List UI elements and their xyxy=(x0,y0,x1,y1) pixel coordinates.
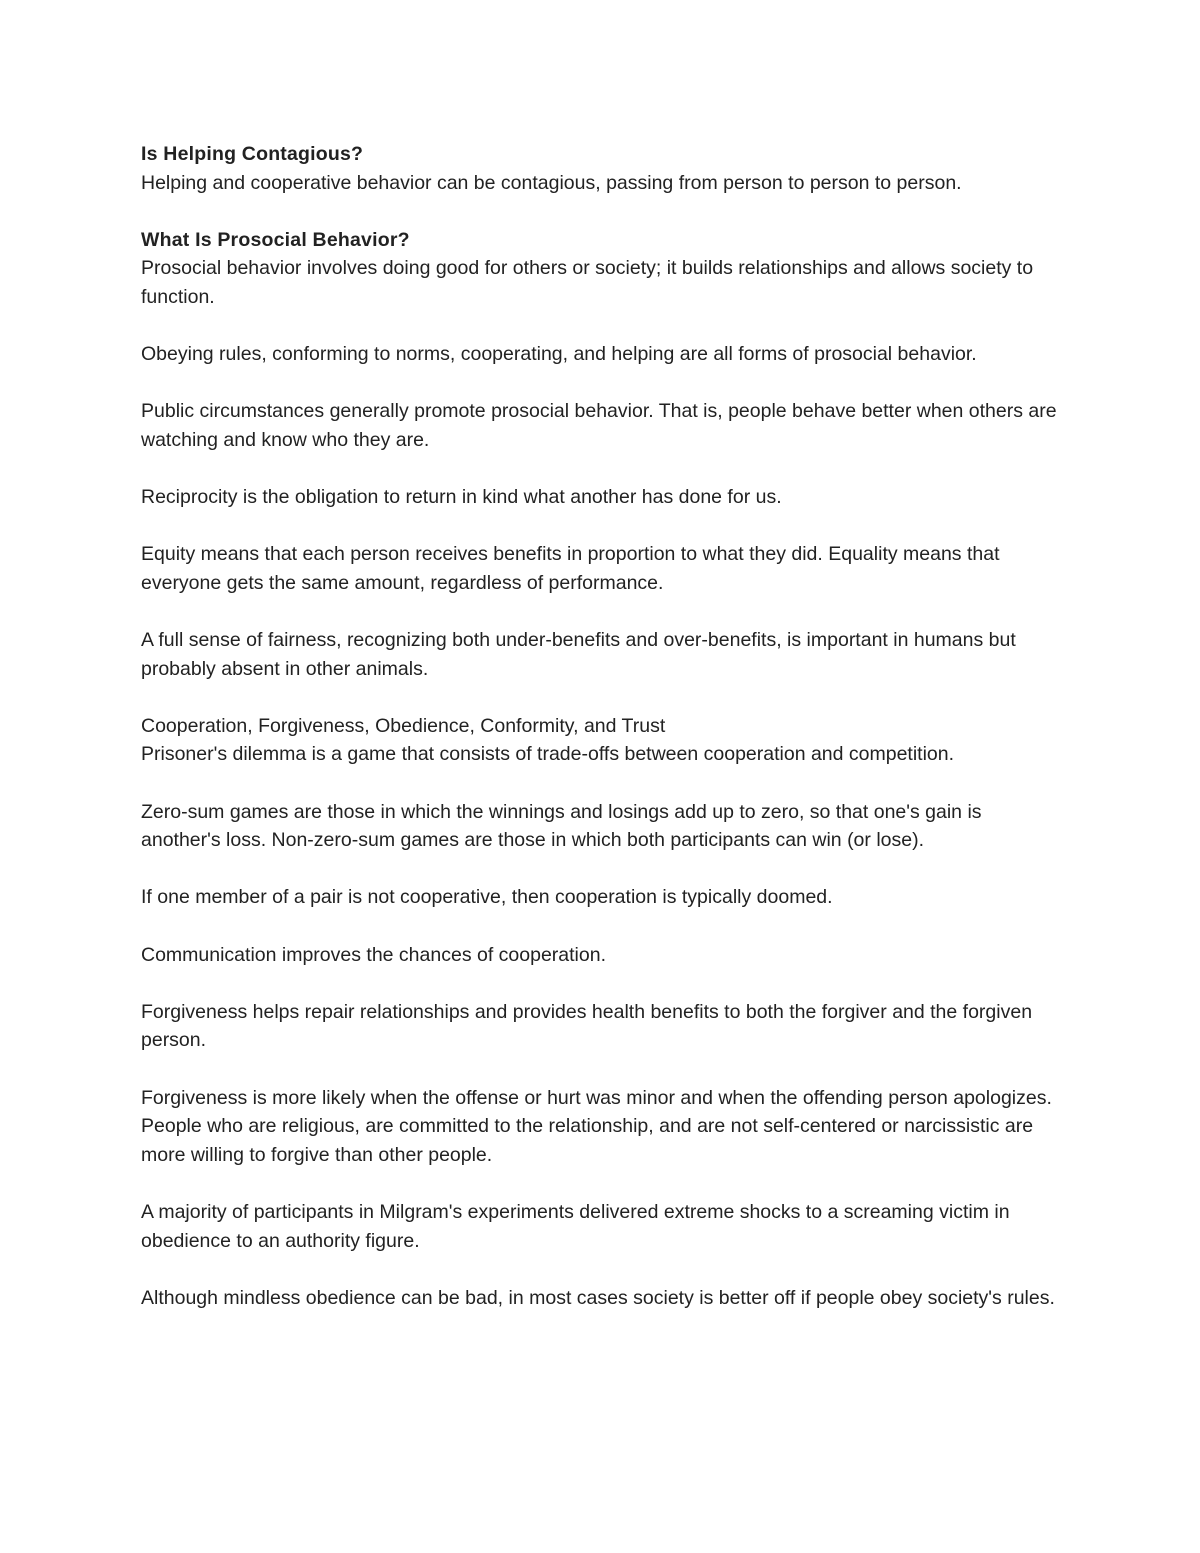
paragraph: Forgiveness is more likely when the offense or hurt was minor and when the offending person apologizes. People who are religious, are committed to the relationship, and are not self-centered or narcissistic are more willing to forgive than other people. xyxy=(141,1086,1052,1166)
paragraph-spacer xyxy=(141,969,1066,998)
section-heading-prosocial-behavior: What Is Prosocial Behavior? xyxy=(141,228,410,251)
paragraph-spacer xyxy=(141,1255,1066,1284)
paragraph-spacer xyxy=(141,683,1066,712)
paragraph-spacer xyxy=(141,1169,1066,1198)
section-subheading-cooperation: Cooperation, Forgiveness, Obedience, Conformity, and Trust xyxy=(141,714,666,737)
paragraph-spacer xyxy=(141,912,1066,941)
paragraph: Reciprocity is the obligation to return in kind what another has done for us. xyxy=(141,486,782,509)
paragraph: A majority of participants in Milgram's experiments delivered extreme shocks to a screaming victim in obedience to an authority figure. xyxy=(141,1200,1010,1252)
paragraph-spacer xyxy=(141,369,1066,398)
paragraph: Public circumstances generally promote prosocial behavior. That is, people behave better when others are watching and know who they are. xyxy=(141,400,1057,451)
paragraph: Forgiveness helps repair relationships and provides health benefits to both the forgiver and the forgiven person. xyxy=(141,1000,1033,1052)
section-heading-helping-contagious: Is Helping Contagious? xyxy=(141,143,364,165)
paragraph-spacer xyxy=(141,512,1066,541)
paragraph: Communication improves the chances of cooperation. xyxy=(141,943,606,966)
paragraph: If one member of a pair is not cooperative, then cooperation is typically doomed. xyxy=(141,886,833,909)
paragraph-spacer xyxy=(141,1055,1066,1084)
paragraph: Zero-sum games are those in which the winnings and losings add up to zero, so that one's gain is another's loss. Non-zero-sum games are those in which both participants can win (or lose). xyxy=(141,800,982,852)
paragraph: A full sense of fairness, recognizing both under-benefits and over-benefits, is important in humans but probably absent in other animals. xyxy=(141,629,1016,680)
paragraph-spacer xyxy=(141,769,1066,798)
paragraph: Prisoner's dilemma is a game that consists of trade-offs between cooperation and competition. xyxy=(141,743,955,766)
paragraph: Helping and cooperative behavior can be contagious, passing from person to person to person. xyxy=(141,171,962,194)
paragraph-spacer xyxy=(141,598,1066,627)
paragraph-spacer xyxy=(141,197,1066,226)
paragraph-spacer xyxy=(141,855,1066,884)
paragraph: Equity means that each person receives benefits in proportion to what they did. Equality means that everyone gets the same amount, regardless of performance. xyxy=(141,543,1000,594)
paragraph: Obeying rules, conforming to norms, cooperating, and helping are all forms of prosocial behavior. xyxy=(141,343,977,366)
paragraph: Prosocial behavior involves doing good for others or society; it builds relationships and allows society to function. xyxy=(141,257,1034,308)
paragraph-spacer xyxy=(141,455,1066,484)
paragraph: Although mindless obedience can be bad, in most cases society is better off if people obey society's rules. xyxy=(141,1286,1055,1309)
document-page xyxy=(141,140,1066,1312)
paragraph-spacer xyxy=(141,312,1066,341)
